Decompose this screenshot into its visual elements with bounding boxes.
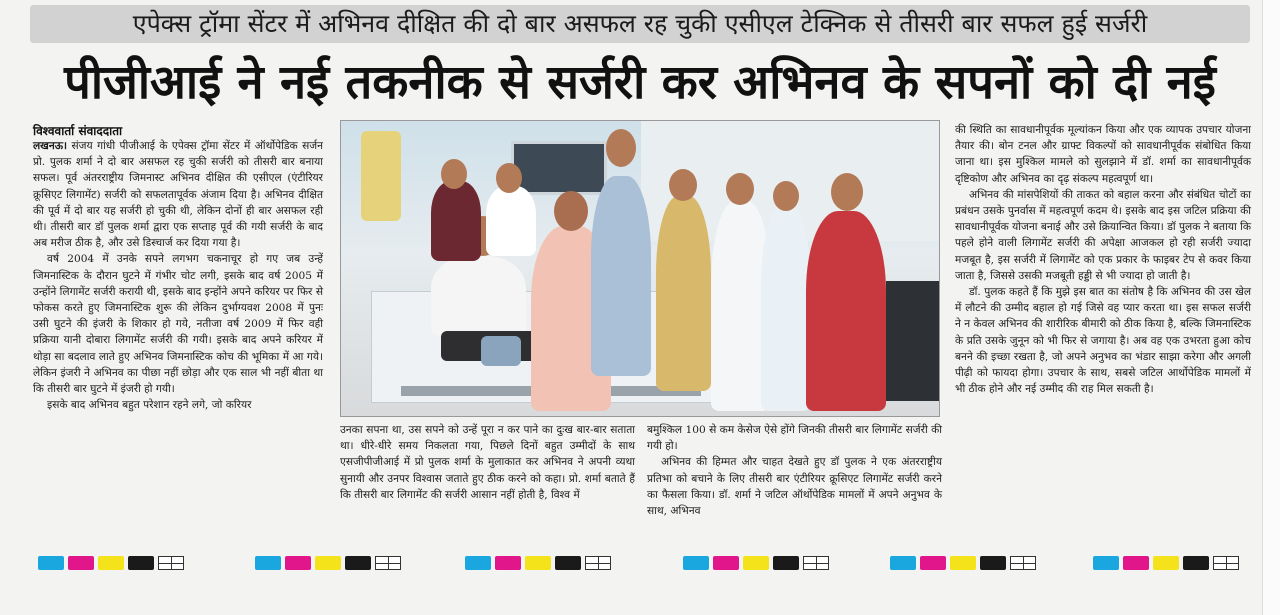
person-head xyxy=(496,163,522,193)
paragraph: अभिनव की हिम्मत और चाहत देखते हुए डॉ पुलक ने एक अंतरराष्ट्रीय प्रतिभा को बचाने के लिए तीसरी बार एंटीरियर क्रूसिएट लिगामेंट सर्जरी करने का फैसला किया। डॉ. शर्मा ने जटिल ऑर्थोपेडिक मामलों में अपने अनुभव के साथ, अभिनव xyxy=(647,456,942,518)
byline: विश्ववार्ता संवाददाता xyxy=(33,124,123,138)
medical-equipment xyxy=(361,131,401,221)
person-head xyxy=(669,169,697,201)
color-swatch xyxy=(1093,556,1119,570)
person-head xyxy=(831,173,863,211)
article-column-2 xyxy=(340,422,635,537)
article-column-1 xyxy=(33,138,323,533)
paragraph: इसके बाद अभिनव बहुत परेशान रहने लगे, जो करियर xyxy=(47,399,252,412)
registration-mark xyxy=(158,556,184,570)
color-swatch xyxy=(920,556,946,570)
color-swatch xyxy=(525,556,551,570)
registration-mark xyxy=(375,556,401,570)
registration-mark xyxy=(1010,556,1036,570)
color-swatch xyxy=(128,556,154,570)
color-swatch xyxy=(1183,556,1209,570)
color-swatch xyxy=(1123,556,1149,570)
article-column-3 xyxy=(647,422,942,537)
color-swatch xyxy=(713,556,739,570)
kicker-banner xyxy=(30,5,1250,43)
color-swatch xyxy=(465,556,491,570)
registration-mark xyxy=(803,556,829,570)
woman-red-dress xyxy=(806,211,886,411)
person-head xyxy=(773,181,799,211)
paragraph: की स्थिति का सावधानीपूर्वक मूल्यांकन किया और एक व्यापक उपचार योजना तैयार की। बोन टनल और ग्राफ्ट विकल्पों को सावधानीपूर्वक संबोधित किया जाना था। इस मुश्किल मामले को सुलझाने में डॉ. शर्मा का सावधानीपूर्वक दृष्टिकोण और अभिनव का दृढ़ संकल्प महत्वपूर्ण था। xyxy=(955,124,1251,185)
paragraph: अभिनव की मांसपेशियों की ताकत को बहाल करना और संबंधित चोटों का प्रबंधन उसके पुनर्वास में महत्वपूर्ण कदम थे। इसके बाद इस जटिल प्रक्रिया की सावधानीपूर्वक योजना बनाई और उसे क्रियान्वित किया। डॉ पुलक ने बताया कि पहले होने वाली लिगामेंट सर्जरी की अपेक्षा आजकल हो रही सर्जरी ज्यादा मजबूत है, इस सर्जरी में लिगामेंट को एक प्रकार के फाइबर टेप से कवर किया जाता है, जिससे उसकी मजबूती हड्डी से भी ज्यादा हो जाती है। xyxy=(955,188,1251,282)
doctor-head xyxy=(606,129,636,167)
doctor-blue-shirt xyxy=(591,176,651,376)
paragraph: डॉ. पुलक कहते हैं कि मुझे इस बात का संतोष है कि अभिनव की उस खेल में लौटने की उम्मीद बहाल हो गई जिसे वह प्यार करता था। इस सफल सर्जरी ने न केवल अभिनव की शारीरिक बीमारी को ठीक किया है, बल्कि जिमनास्टिक के प्रति उसके जुनून को भी फिर से जगाया है। अब वह एक उभरता हुआ कोच बनने की इच्छा रखता है, जो अपने अनुभव का भंडार साझा करेगा और अगली पीढ़ी को फायदा होगा। उपचार के साथ, सबसे जटिल आर्थोपेडिक मामलों में भी ठीक होने और नई उम्मीद की राह मिल सकती है। xyxy=(955,286,1251,396)
article-column-4 xyxy=(955,122,1251,542)
registration-mark xyxy=(585,556,611,570)
color-swatch xyxy=(555,556,581,570)
equipment-cart xyxy=(886,281,940,401)
news-photo xyxy=(340,120,940,417)
color-swatch xyxy=(890,556,916,570)
paragraph: वर्ष 2004 में उनके सपने लगभग चकनाचूर हो गए जब उन्हें जिमनास्टिक के दौरान घुटने में गंभीर चोट लगी, इसके बाद वर्ष 2005 में उन्होंने लिगामेंट सर्जरी करायी थी, इसके बाद इन्होंने अपने करियर पर फिर से फोकस करते हुए जिमनास्टिक शुरू की लेकिन दुर्भाग्यवश 2008 में पुनः उसी घुटने की इंजरी के शिकार हो गये, नतीजा वर्ष 2009 में फिर वही प्रक्रिया यानी दोबारा लिगामेंट सर्जरी की गयी। इसके बाद अपने करियर में थोड़ा सा बदलाव लाते हुए अभिनव जिमनास्टिक कोच की भूमिका में आ गये। लेकिन इंजरी ने अभिनव का पीछा नहीं छोड़ा और एक साल भी नहीं बीता था कि तीसरी बार घुटने में इंजरी हो गयी। xyxy=(33,253,323,396)
color-swatch xyxy=(495,556,521,570)
color-swatch xyxy=(345,556,371,570)
color-swatch xyxy=(1153,556,1179,570)
color-swatch xyxy=(683,556,709,570)
dateline: लखनऊ। xyxy=(33,140,68,152)
color-swatch xyxy=(950,556,976,570)
knee-brace xyxy=(481,336,521,366)
color-swatch xyxy=(68,556,94,570)
color-swatch xyxy=(98,556,124,570)
color-swatch xyxy=(255,556,281,570)
paragraph xyxy=(33,138,323,251)
headline: पीजीआई ने नई तकनीक से सर्जरी कर अभिनव के सपनों को दी नई xyxy=(64,55,1216,110)
color-swatch xyxy=(773,556,799,570)
nurse xyxy=(486,186,536,256)
person-head xyxy=(726,173,754,205)
kicker-text: एपेक्स ट्रॉमा सेंटर में अभिनव दीक्षित की दो बार असफल रह चुकी एसीएल टेक्निक से तीसरी बार सफल हुई सर्जरी xyxy=(132,9,1148,38)
nurse xyxy=(761,206,811,411)
patient xyxy=(431,256,526,336)
color-swatch xyxy=(743,556,769,570)
person-head xyxy=(441,159,467,189)
paragraph-text: संजय गांधी पीजीआई के एपेक्स ट्रॉमा सेंटर में ऑर्थोपेडिक सर्जन प्रो. पुलक शर्मा ने दो बार असफल रह चुकी सर्जरी को तीसरी बार बनाया सफल। पूर्व अंतरराष्ट्रीय जिमनास्ट अभिनव दीक्षित की एसीएल (एंटीरियर क्रूसिएट लिगामेंट) सर्जरी को सफलतापूर्वक अंजाम दिया है। अभिनव दीक्षित की पूर्व में दो बार यह सर्जरी हो चुकी थी, लेकिन दोनों ही बार असफल रही थी। तीसरी बार डॉ पुलक शर्मा द्वारा एक सप्ताह पूर्व की गयी सर्जरी के बाद अब मरीज ठीक है, और उसे डिस्चार्ज कर दिया गया है। xyxy=(33,140,323,250)
color-swatch xyxy=(315,556,341,570)
registration-mark xyxy=(1213,556,1239,570)
color-swatch xyxy=(38,556,64,570)
woman-printed-saree xyxy=(656,196,711,391)
wall-monitor xyxy=(511,141,607,195)
staff-member xyxy=(431,181,481,261)
color-swatch xyxy=(285,556,311,570)
adjacent-page-edge xyxy=(1262,0,1280,615)
paragraph: बमुश्किल 100 से कम केसेज ऐसे होंगे जिनकी तीसरी बार लिगामेंट सर्जरी की गयी हो। xyxy=(647,424,942,453)
paragraph: उनका सपना था, उस सपने को उन्हें पूरा न कर पाने का दुःख बार-बार सताता था। धीरे-धीरे समय निकलता गया, पिछले दिनों बहुत उम्मीदों के साथ एसजीपीजीआई में प्रो पुलक शर्मा के मुलाकात कर अभिनव ने अपनी व्यथा सुनायी और उनपर विश्वास जताते हुए ठीक करने को कहा। प्रो. शर्मा बताते हैं कि तीसरी बार लिगामेंट की सर्जरी आसान नहीं होती है, विश्व में xyxy=(340,424,635,501)
person-head xyxy=(554,191,588,231)
color-swatch xyxy=(980,556,1006,570)
